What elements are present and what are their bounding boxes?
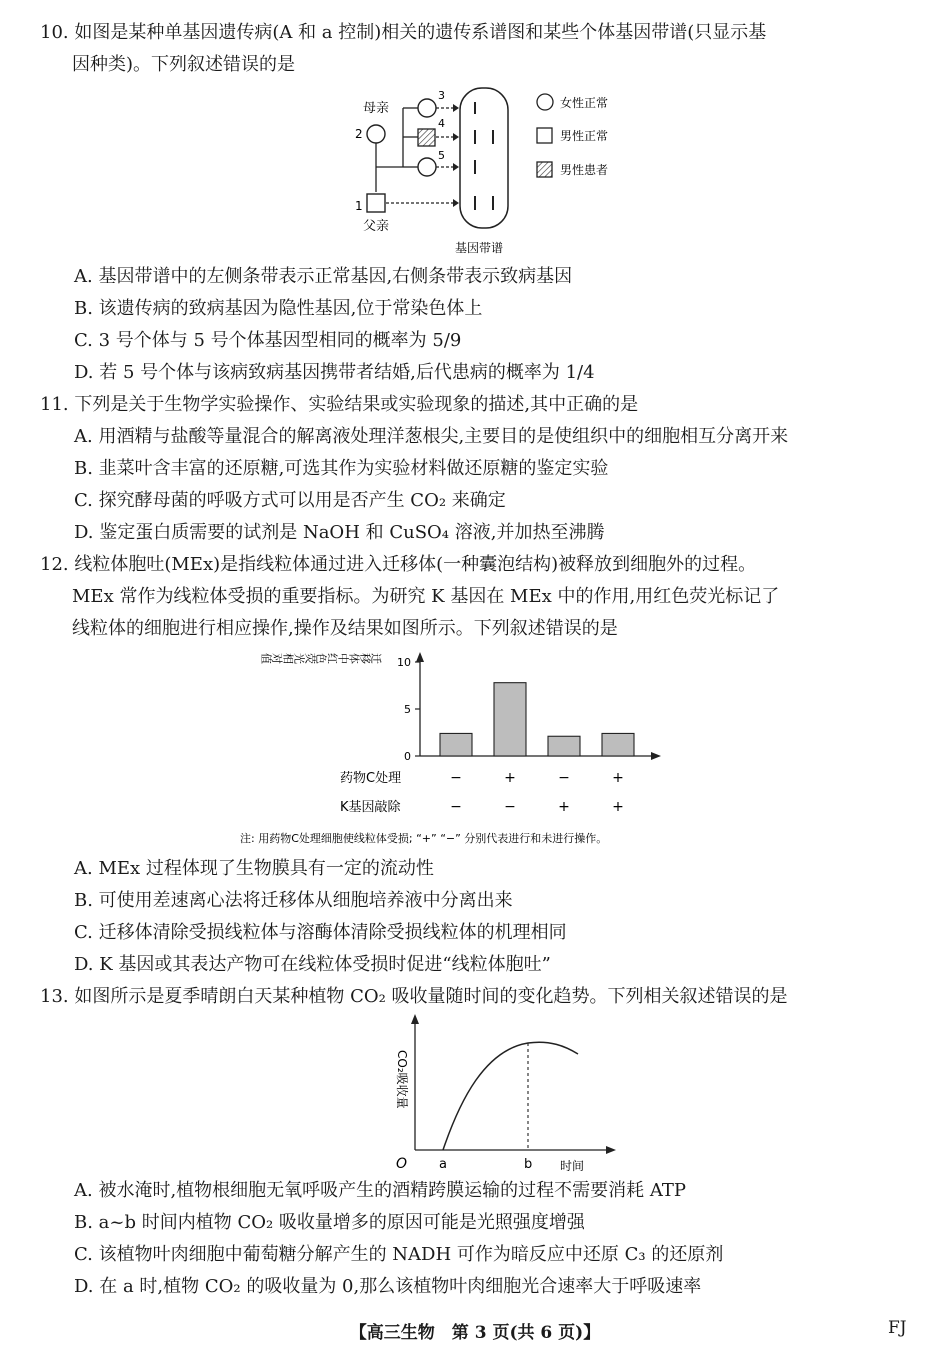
q12-stem-line2: MEx 常作为线粒体受损的重要指标。为研究 K 基因在 MEx 中的作用,用红色荧光标记了	[72, 586, 780, 607]
legend-male-affected: 男性患者	[560, 163, 609, 177]
chart-y-axis-label: 迁移体中红色荧光相对值	[261, 651, 382, 665]
co2-absorption-curve	[443, 1042, 578, 1150]
row1-signs-cell: −	[450, 770, 462, 786]
individual-5-number: 5	[438, 149, 445, 162]
individual-1-male-normal	[367, 194, 385, 212]
individual-1-number: 1	[355, 199, 363, 213]
footer-code: FJ	[888, 1318, 907, 1338]
gene-band-chart	[460, 88, 508, 228]
page-footer: 【高三生物 第 3 页(共 6 页)】	[349, 1323, 601, 1343]
y-tick-label: 10	[397, 656, 411, 669]
legend-square-icon	[537, 128, 552, 143]
q11-option-b: B. 韭菜叶含丰富的还原糖,可选其作为实验材料做还原糖的鉴定实验	[74, 458, 609, 479]
q10-option-c: C. 3 号个体与 5 号个体基因型相同的概率为 5/9	[74, 330, 462, 351]
y-tick-label: 5	[404, 703, 411, 716]
point-b-label: b	[524, 1157, 533, 1172]
co2-y-axis-label: CO₂吸收量	[395, 1050, 409, 1109]
row1-signs-cell: +	[504, 770, 516, 786]
individual-5-female-normal	[418, 158, 436, 176]
q10-stem-line1: 10. 如图是某种单基因遗传病(A 和 a 控制)相关的遗传系谱图和某些个体基因带谱(只显示基	[40, 22, 767, 43]
time-axis-label: 时间	[560, 1159, 585, 1173]
bar-4	[602, 733, 634, 756]
row1-signs-cell: −	[558, 770, 570, 786]
row2-signs-cell: +	[558, 799, 570, 815]
q12-bar-chart	[240, 648, 780, 853]
q10-stem-line2: 因种类)。下列叙述错误的是	[72, 54, 296, 75]
father-label: 父亲	[363, 219, 390, 234]
q12-option-d: D. K 基因或其表达产物可在线粒体受损时促进“线粒体胞吐”	[74, 954, 551, 975]
q11-option-c: C. 探究酵母菌的呼吸方式可以用是否产生 CO₂ 来确定	[74, 490, 506, 511]
individual-4-male-affected	[418, 129, 435, 146]
q10-option-a: A. 基因带谱中的左侧条带表示正常基因,右侧条带表示致病基因	[74, 266, 573, 287]
q12-option-c: C. 迁移体清除受损线粒体与溶酶体清除受损线粒体的机理相同	[74, 922, 567, 943]
individual-2-female-normal	[367, 125, 385, 143]
row-k-gene-label: K基因敲除	[340, 800, 401, 815]
row-drug-c-label: 药物C处理	[340, 771, 402, 786]
individual-2-number: 2	[355, 127, 363, 141]
individual-4-number: 4	[438, 117, 445, 130]
q13-option-a: A. 被水淹时,植物根细胞无氧呼吸产生的酒精跨膜运输的过程不需要消耗 ATP	[74, 1180, 687, 1201]
row2-signs-cell: −	[450, 799, 462, 815]
q11-stem: 11. 下列是关于生物学实验操作、实验结果或实验现象的描述,其中正确的是	[40, 394, 639, 415]
q12-stem-line1: 12. 线粒体胞吐(MEx)是指线粒体通过进入迁移体(一种囊泡结构)被释放到细胞外的过程。	[40, 554, 757, 575]
q12-stem-line3: 线粒体的细胞进行相应操作,操作及结果如图所示。下列叙述错误的是	[72, 618, 618, 639]
q11-option-d: D. 鉴定蛋白质需要的试剂是 NaOH 和 CuSO₄ 溶液,并加热至沸腾	[74, 522, 605, 543]
legend-hatched-square-icon	[537, 162, 552, 177]
q10-option-d: D. 若 5 号个体与该病致病基因携带者结婚,后代患病的概率为 1/4	[74, 362, 595, 383]
legend-female-normal: 女性正常	[560, 96, 609, 110]
q12-option-b: B. 可使用差速离心法将迁移体从细胞培养液中分离出来	[74, 890, 513, 911]
row2-signs-cell: +	[612, 799, 624, 815]
bar-1	[440, 733, 472, 756]
origin-label: O	[396, 1156, 408, 1172]
q13-option-b: B. a~b 时间内植物 CO₂ 吸收量增多的原因可能是光照强度增强	[74, 1212, 585, 1233]
row1-signs-cell: +	[612, 770, 624, 786]
chart-note: 注: 用药物C处理细胞使线粒体受损; “+” “−” 分别代表进行和未进行操作。	[240, 832, 608, 845]
legend-circle-icon	[537, 94, 553, 110]
q13-option-c: C. 该植物叶肉细胞中葡萄糖分解产生的 NADH 可作为暗反应中还原 C₃ 的还原剂	[74, 1244, 724, 1265]
q10-option-b: B. 该遗传病的致病基因为隐性基因,位于常染色体上	[74, 298, 483, 319]
q13-stem: 13. 如图所示是夏季晴朗白天某种植物 CO₂ 吸收量随时间的变化趋势。下列相关叙述错误的是	[40, 986, 788, 1007]
bar-2	[494, 683, 526, 756]
q12-option-a: A. MEx 过程体现了生物膜具有一定的流动性	[74, 858, 434, 879]
mother-label: 母亲	[363, 101, 390, 116]
individual-3-female-normal	[418, 99, 436, 117]
individual-3-number: 3	[438, 89, 445, 102]
y-tick-label: 0	[404, 750, 411, 763]
legend-male-normal: 男性正常	[560, 129, 609, 143]
q11-option-a: A. 用酒精与盐酸等量混合的解离液处理洋葱根尖,主要目的是使组织中的细胞相互分离开来	[74, 426, 789, 447]
gene-band-label: 基因带谱	[455, 241, 504, 255]
q13-option-d: D. 在 a 时,植物 CO₂ 的吸收量为 0,那么该植物叶肉细胞光合速率大于呼吸速率	[74, 1276, 702, 1297]
bar-3	[548, 736, 580, 756]
q13-co2-curve-figure	[380, 1010, 620, 1175]
point-a-label: a	[439, 1157, 447, 1172]
row2-signs-cell: −	[504, 799, 516, 815]
q10-pedigree-figure	[345, 82, 645, 262]
